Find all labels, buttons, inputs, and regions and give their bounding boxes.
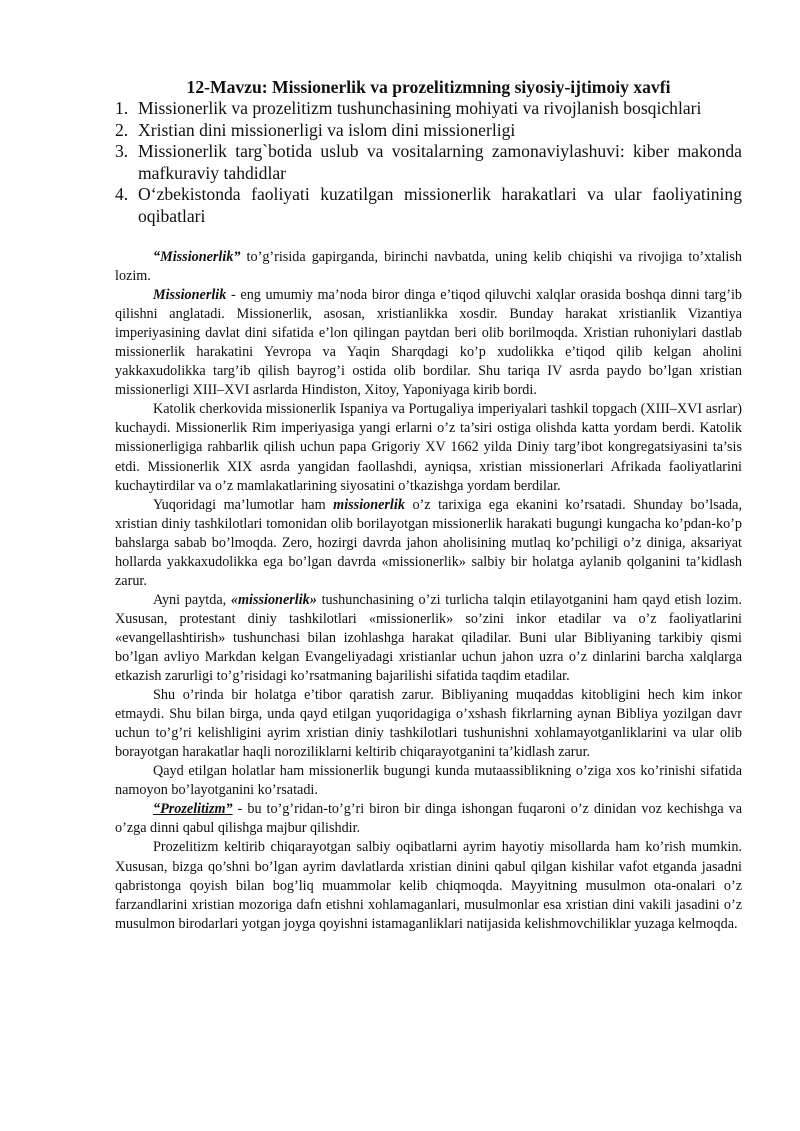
topic-number: 3. <box>115 141 129 161</box>
term-missionerlik: “Missionerlik” <box>153 249 241 265</box>
topic-text: Missionerlik targ`botida uslub va vositalarning zamonaviylashuvi: kiber makonda mafkuraviy tahdidlar <box>138 141 742 183</box>
paragraph-text: - bu to’g’ridan-to’g’ri biron bir dinga ishongan fuqaroni o’z dinidan voz kechishga va o’zga dinni qabul qilishga majbur qilishdir. <box>115 801 742 837</box>
topic-item <box>115 141 742 184</box>
term-prozelitizm: “Prozelitizm” <box>153 801 233 818</box>
paragraph-text: o’z tarixiga ega ekanini ko’rsatadi. Shunday bo’lsada, xristian diniy tashkilotlari tomonidan olib borilayotgan missionerlik harakati bugungi kungacha ko’pdan-ko’p bahslarga sabab bo’lmoqda. Zero, hozirgi davrda jahon aholisining mutlaq ko’pchiligi o’z diniga, aksariyat hollarda yakkaxudolikka ega bo’lgan davrda «missionerlik» salbiy bir holatga aylanib qolganini ta’kidlash zarur. <box>115 496 742 589</box>
paragraph-text: to’g’risida gapirganda, birinchi navbatda, uning kelib chiqishi va rivojiga to’xtalish lozim. <box>115 249 742 285</box>
topic-item <box>115 184 742 227</box>
paragraph-text: Yuqoridagi ma’lumotlar ham <box>153 496 334 513</box>
paragraph-text: Prozelitizm keltirib chiqarayotgan salbiy oqibatlarni ayrim hayotiy misollarda ham ko’rish mumkin. Xususan, bizga qo’shni bo’lgan ayrim davlatlarda xristian dinini qabul qilgan kishilar vafot etganda jasadni qabristonga qoyish bilan bog’liq muammolar kelib chiqmoqda. Mayyitning musulmon ota-onalari o’z farzandlarini xristian mozoriga dafn etishni xohlamaganlari, musulmonlar esa xristian dini vakili jasadini o’z musulmon birodarlari yotgan joyga qoyishni istamaganliklari natijasida kelishmovchiliklar yuzaga kelmoqda. <box>115 839 742 932</box>
paragraph-catholic-church <box>115 400 742 495</box>
topic-item <box>115 120 742 142</box>
topic-text: O‘zbekistonda faoliyati kuzatilgan missionerlik harakatlari va ular faoliyatining oqibatlari <box>138 184 742 226</box>
paragraph-prozelitizm-definition <box>115 800 742 838</box>
paragraph-bible <box>115 686 742 762</box>
topic-item <box>115 98 742 120</box>
paragraph-text: Shu o’rinda bir holatga e’tibor qaratish zarur. Bibliyaning muqaddas kitobligini hech kim inkor etmaydi. Shu bilan birga, unda qayd etilgan yuqoridagiga o’xshash fikrlarning aynan Bibliya yozilgan davr uchun to’g’ri kelishligini ayrim xristian diniy tashkilotlari tushunishni xohlamayotganliklarini va ular olib borayotgan harakatlar haqli noroziliklarni keltirib chiqarayotganini ta’kidlash zarur. <box>115 687 742 761</box>
term-missionerlik: Missionerlik <box>153 287 227 304</box>
paragraph-missionerlik-intro <box>115 248 742 286</box>
document-page <box>115 76 742 934</box>
topic-list <box>115 98 742 227</box>
term-missionerlik: missionerlik <box>333 496 405 513</box>
paragraph-history <box>115 496 742 591</box>
paragraph-fanaticism <box>115 762 742 800</box>
document-title: 12-Mavzu: Missionerlik va prozelitizmning siyosiy-ijtimoiy xavfi <box>186 77 671 97</box>
term-missionerlik: «missionerlik» <box>230 591 317 608</box>
paragraph-missionerlik-definition <box>115 286 742 400</box>
paragraph-interpretation <box>115 591 742 686</box>
topic-number: 2. <box>115 119 129 140</box>
paragraph-text: tushunchasining o’zi turlicha talqin etilayotganini ham qayd etish lozim. Xususan, protestant diniy tashkilotlari «missionerlik» so’zini inkor etadilar va o’z faoliyatlarini «evangellashtirish» tushunchasi bilan izohlashga harakat qiladilar. Buni ular Bibliyaning tarkibiy qismi bo’lgan avliyo Markdan kelgan Evangeliyadagi xristianlar uchun jahon uzra o’z dinlarini barcha xalqlarga etkazish zarurligi to’g’risidagi ko’rsatmaning bajarilishi sifatida taqdim etadilar. <box>115 591 743 685</box>
topic-text: Xristian dini missionerligi va islom dini missionerligi <box>138 119 516 140</box>
paragraph-consequences <box>115 838 742 933</box>
paragraph-text: - eng umumiy ma’noda biror dinga e’tiqod qiluvchi xalqlar orasida boshqa dinni targ’ib qilishni anglatadi. Missionerlik, asosan, xristianlikka xosdir. Bunday harakat xristianlik Vizantiya imperiyasining davlat dini sifatida e’lon qilingan paytdan beri olib borilmoqda. Xristian ruhoniylari dastlab missionerlik harakatini Yevropa va Yaqin Sharqdagi ko’p xudolikka e’tiqod qilib kelgan aholini yakkaxudolikka targ’ib qilish bayrog’i ostida olib bordilar. Shu tariqa IV asrda paydo bo’lgan xristian missionerligi XIII–XVI asrlarda Hindiston, Xitoy, Yaponiyaga kirib bordi. <box>115 287 742 399</box>
topic-text: Missionerlik va prozelitizm tushunchasining mohiyati va rivojlanish bosqichlari <box>138 98 702 118</box>
document-body <box>115 248 742 934</box>
paragraph-text: Ayni paytda, <box>153 591 231 608</box>
paragraph-text: Katolik cherkovida missionerlik Ispaniya va Portugaliya imperiyalari tashkil topgach (XIII–XVI asrlar) kuchaydi. Missionerlik Rim imperiyasiga yangi erlarni o’z ta’siri ostiga olishda katta yordam berdi. Katolik missionerligiga rahbarlik qilish uchun papa Grigoriy XV 1662 yilda Diniy targ’ibot kongregatsiyasini ta’sis etdi. Missionerlik XIX asrda yangidan faollashdi, ayniqsa, xristian missionerlari Afrikada faoliyatlarini kuchaytirdilar va o’z mamlakatlarining siyosatini o’tkazishga yordam berdilar. <box>115 401 742 494</box>
topic-number: 4. <box>115 184 129 204</box>
paragraph-text: Qayd etilgan holatlar ham missionerlik bugungi kunda mutaassiblikning o’ziga xos ko’rinishi sifatida namoyon bo’layotganini ko’rsatadi. <box>115 763 742 799</box>
topic-number: 1. <box>115 98 129 118</box>
